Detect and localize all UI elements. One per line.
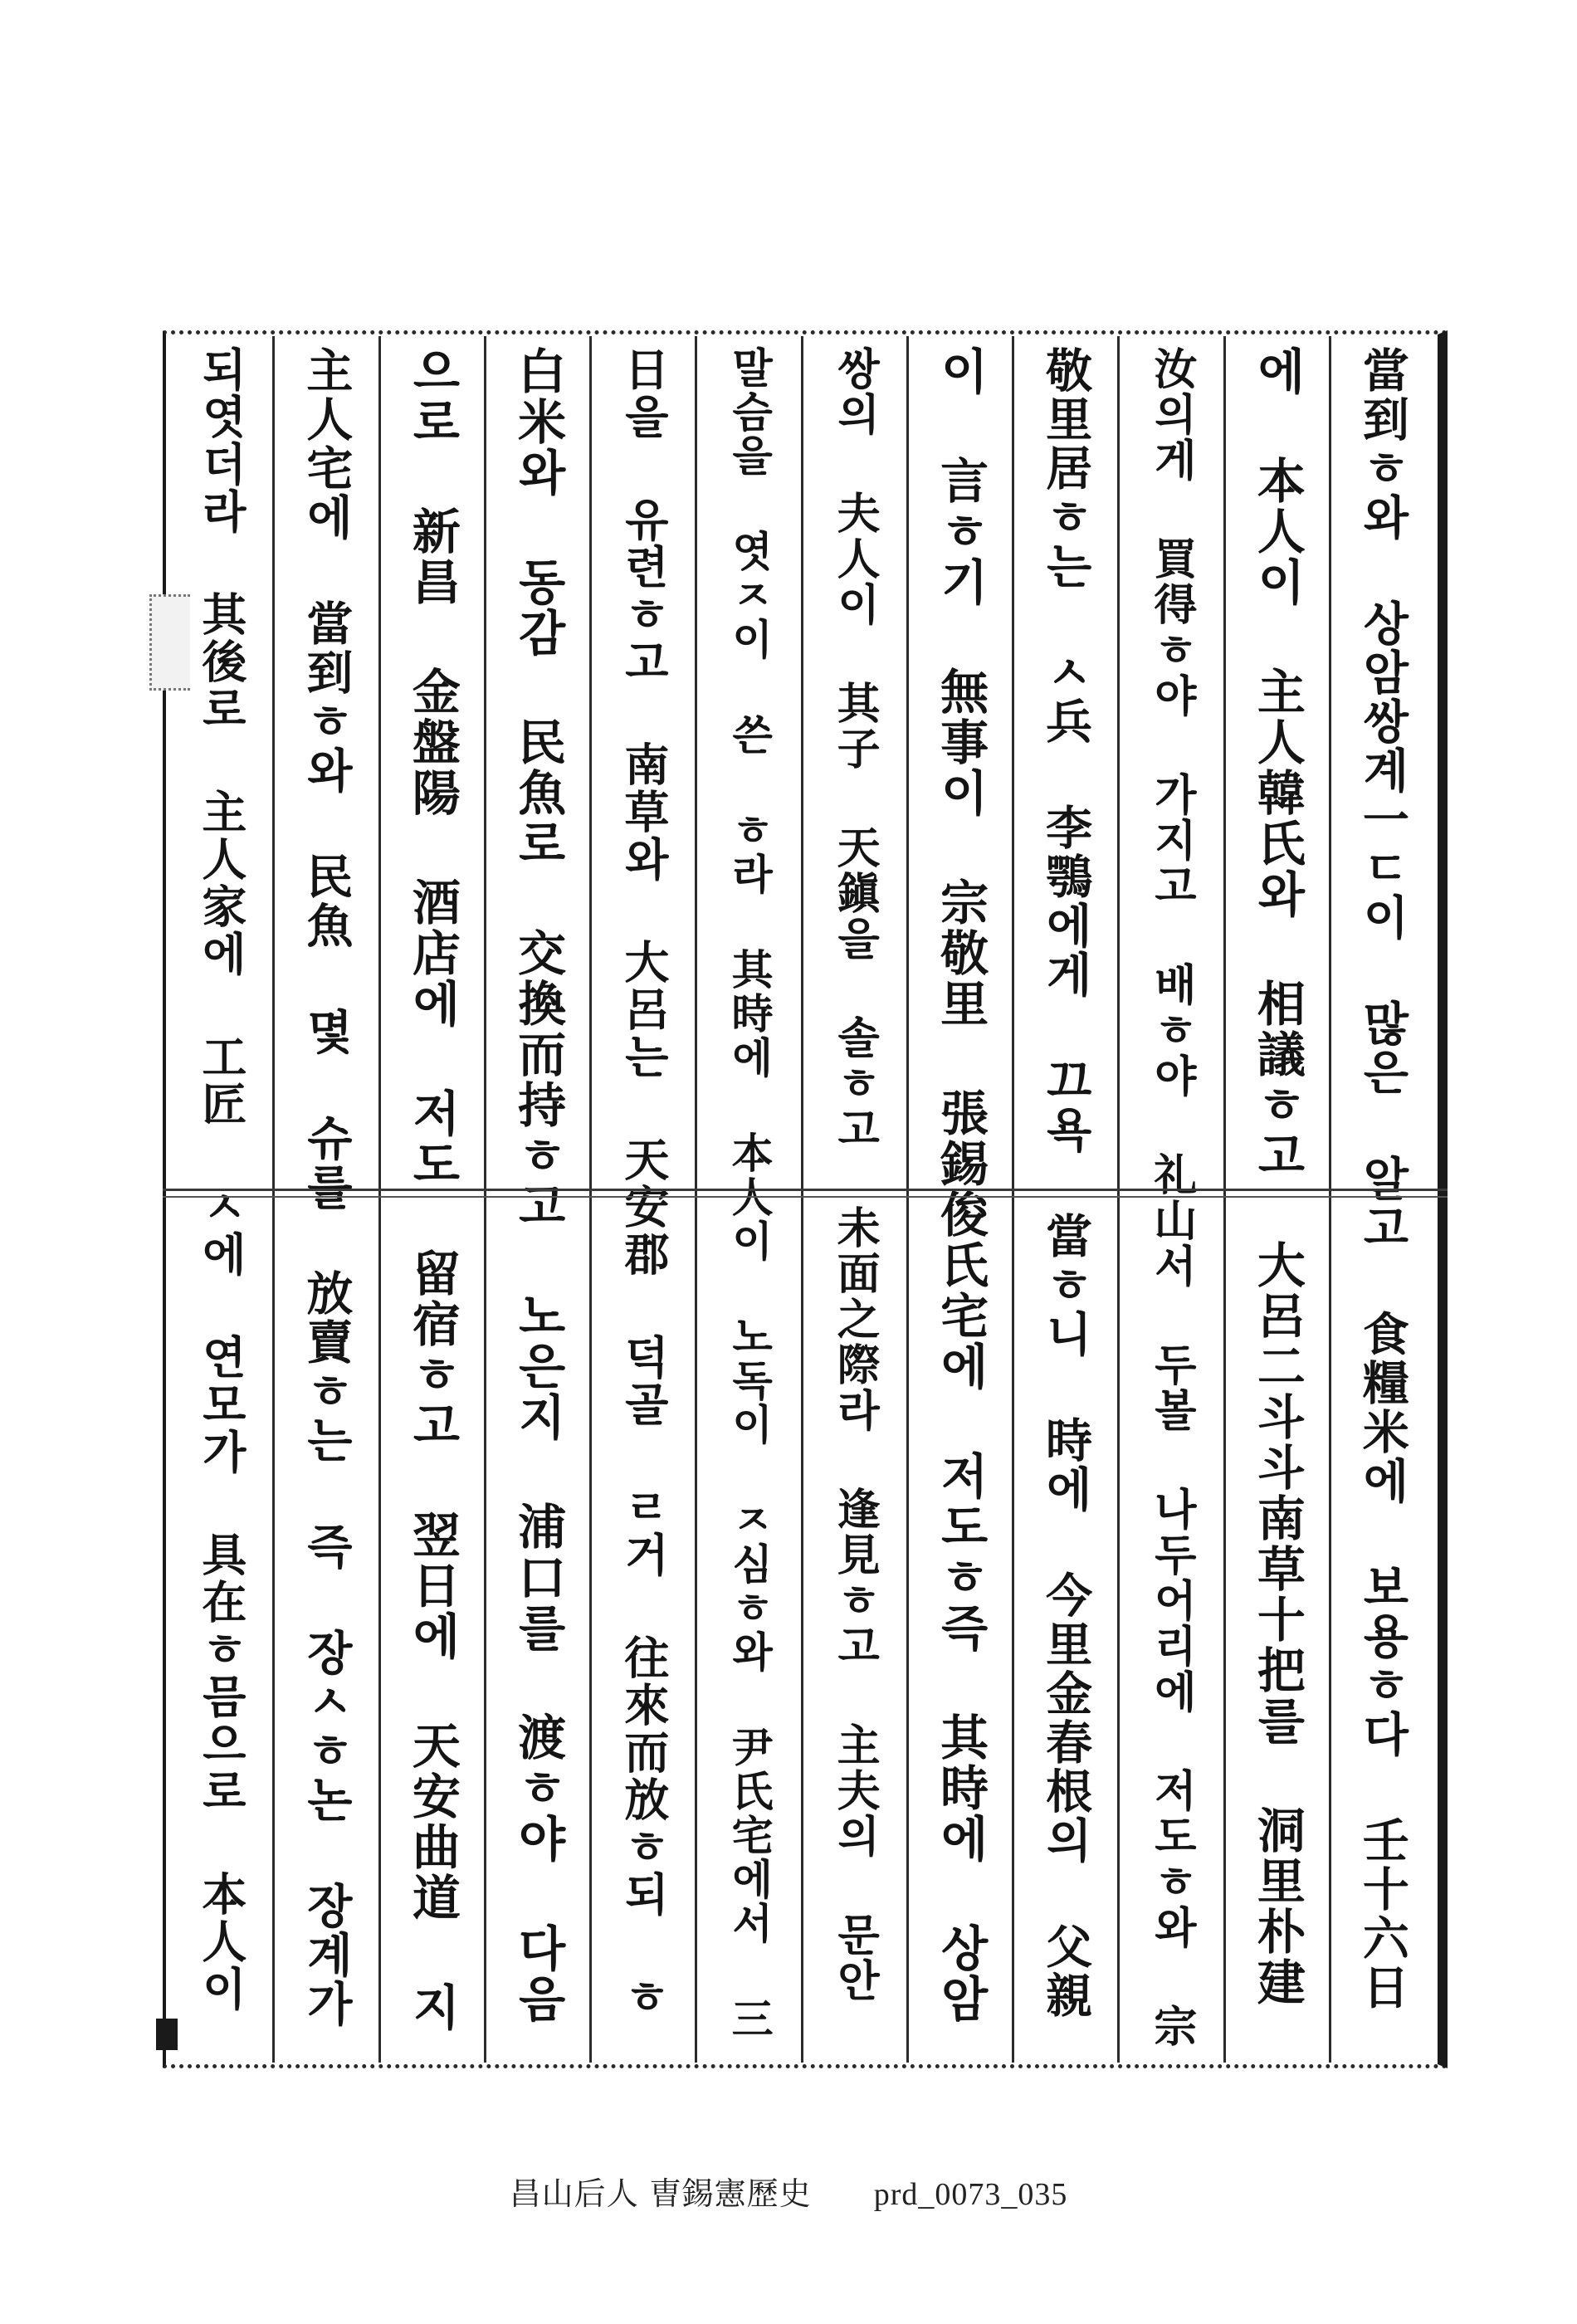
manuscript-column-3 bbox=[1117, 336, 1223, 2063]
manuscript-column-4 bbox=[1012, 336, 1117, 2063]
manuscript-columns bbox=[169, 336, 1434, 2063]
column-text: 敬里居ㅎ는 ㅅ兵 李鶚에게 끄욕 當ㅎ니 時에 今里金春根의 父親 bbox=[1038, 346, 1094, 2020]
column-text: 에 本人이 主人韓氏와 相議ㅎ고 大呂二斗斗南草十把를 洞里朴建 bbox=[1248, 346, 1306, 2008]
caption-title: 昌山后人 曺錫憲歷史 bbox=[509, 2175, 812, 2212]
manuscript-column-7 bbox=[695, 336, 800, 2063]
page-caption bbox=[0, 2168, 1577, 2214]
manuscript-column-1 bbox=[1329, 336, 1434, 2063]
column-text: 當到ㅎ와 상암쌍계一ㄷ이 많은 알고 食糧米에 보용ㅎ다 壬十六日 bbox=[1355, 346, 1410, 2012]
column-text: 日을 유련ㅎ고 南草와 大呂는 天安郡 덕골 ㄹ거 往來而放ㅎ되 ㅎ bbox=[617, 346, 671, 2021]
manuscript-column-5 bbox=[906, 336, 1012, 2063]
manuscript-column-10 bbox=[378, 336, 484, 2063]
column-text: 白米와 동감 民魚로 交換而持ㅎ고 노은지 浦口를 渡ㅎ야 다음 bbox=[510, 346, 567, 2024]
manuscript-column-2 bbox=[1223, 336, 1329, 2063]
center-fold-line bbox=[163, 1189, 1448, 1198]
column-text: 汝의게 買得ㅎ야 가지고 배ㅎ야 礼山서 두볼 나두어리에 저도ㅎ와 宗 bbox=[1145, 346, 1197, 2049]
manuscript-column-8 bbox=[589, 336, 695, 2063]
manuscript-column-12 bbox=[169, 336, 272, 2063]
column-text: 主人宅에 當到ㅎ와 民魚 몇 슈를 放賣ㅎ는 즉 장ㅅㅎ논 장계가 bbox=[299, 346, 354, 2029]
column-text: 되엿더라 其後로 主人家에 工匠 ㅅ에 연모가 具在ㅎ믐으로 本人이 bbox=[194, 346, 248, 2013]
manuscript-column-6 bbox=[801, 336, 906, 2063]
column-text: 말슴을 엿ㅈ이 쓴 ㅎ라 其時에 本人이 노독이 ㅈ심ㅎ와 尹氏宅에서 三 bbox=[725, 346, 774, 2041]
manuscript-column-9 bbox=[484, 336, 589, 2063]
column-text: 으로 新昌 金盤陽 酒店에 저도 留宿ㅎ고 翌日에 天安曲道 지 bbox=[403, 346, 461, 2033]
column-text: 쌍의 夫人이 其子 天鎭을 솔ㅎ고 未面之際라 逢見ㅎ고 主夫의 문안 bbox=[829, 346, 881, 2004]
manuscript-column-11 bbox=[272, 336, 378, 2063]
column-text: 이 言ㅎ기 無事이 宗敬里 張錫俊氏宅에 저도ㅎ즉 其時에 상암 bbox=[932, 346, 989, 2024]
caption-code: prd_0073_035 bbox=[873, 2177, 1068, 2212]
